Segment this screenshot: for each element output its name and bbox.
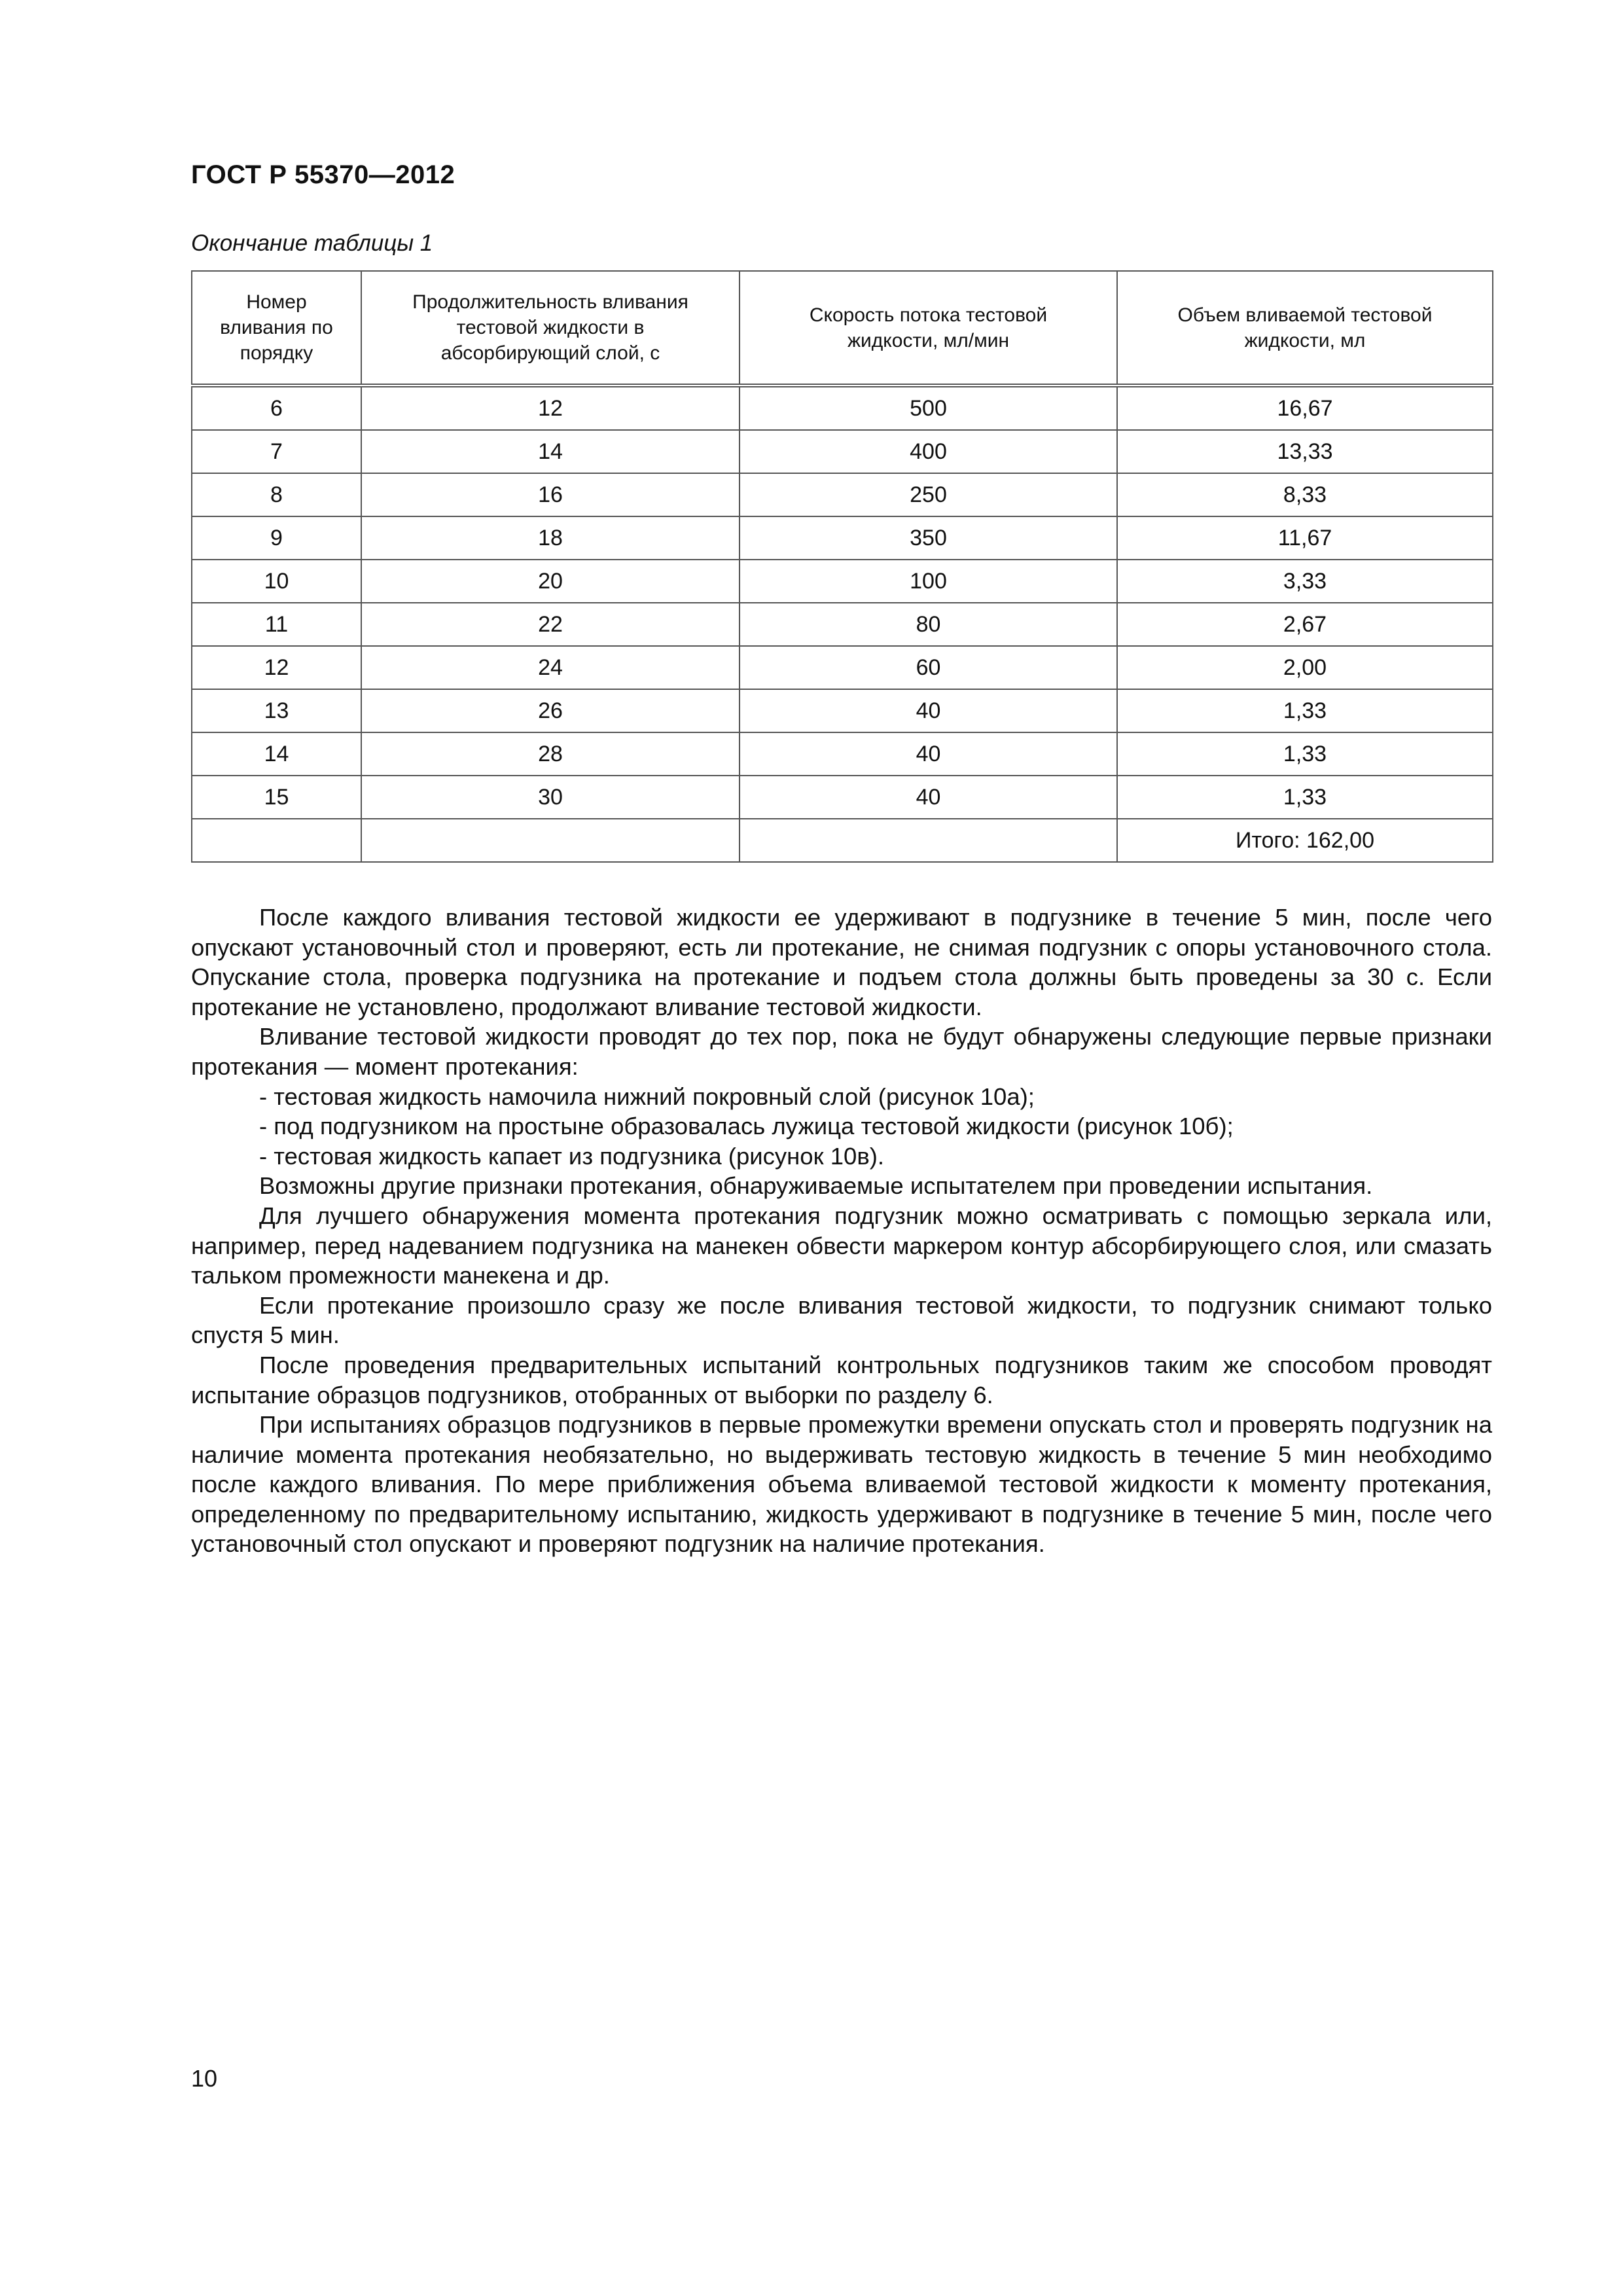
table-cell: 11 <box>192 603 361 646</box>
table-cell: 28 <box>361 732 740 776</box>
table-cell: 100 <box>740 560 1117 603</box>
table-row <box>192 430 1493 473</box>
paragraph: При испытаниях образцов подгузников в первые промежутки времени опускать стол и проверять подгузник на наличие момента протекания необязательно, но выдерживать тестовую жидкость в течение 5 мин необходимо после каждого вливания. По мере приближения объема вливаемой тестовой жидкости к моменту протекания, определенному по предварительному испытанию, жидкость удерживают в подгузнике в течение 5 мин, после чего установочный стол опускают и проверяют подгузник на наличие протекания. <box>191 1411 1492 1558</box>
table-row <box>192 386 1493 430</box>
table-row <box>192 819 1493 862</box>
table-cell: 1,33 <box>1117 689 1493 732</box>
table-cell: 2,67 <box>1117 603 1493 646</box>
table-cell: 1,33 <box>1117 732 1493 776</box>
table-body <box>192 386 1493 862</box>
table-cell: 40 <box>740 776 1117 819</box>
paragraph: Вливание тестовой жидкости проводят до тех пор, пока не будут обнаружены следующие первые признаки протекания — момент протекания: <box>191 1023 1492 1080</box>
table-cell: 14 <box>361 430 740 473</box>
table-row <box>192 560 1493 603</box>
column-header: Скорость потока тестовой жидкости, мл/мин <box>740 271 1117 386</box>
paragraph: После каждого вливания тестовой жидкости ее удерживают в подгузнике в течение 5 мин, после чего опускают установочный стол и проверяют, есть ли протекание, не снимая подгузник с опоры установочного стола. Опускание стола, проверка подгузника на протекание и подъем стола должны быть проведены за 30 с. Если протекание не установлено, продолжают вливание тестовой жидкости. <box>191 904 1492 1020</box>
table-cell: 350 <box>740 516 1117 560</box>
list-item: - тестовая жидкость намочила нижний покровный слой (рисунок 10а); <box>259 1083 1035 1110</box>
table-cell: 6 <box>192 386 361 430</box>
table-row <box>192 473 1493 516</box>
table-cell: 18 <box>361 516 740 560</box>
table-row <box>192 646 1493 689</box>
list-item: - тестовая жидкость капает из подгузника (рисунок 10в). <box>259 1142 885 1170</box>
table-cell: 250 <box>740 473 1117 516</box>
table-cell: 12 <box>192 646 361 689</box>
table-cell: 10 <box>192 560 361 603</box>
table-cell: 1,33 <box>1117 776 1493 819</box>
table-cell: 30 <box>361 776 740 819</box>
table-row <box>192 603 1493 646</box>
page-number: 10 <box>191 2065 218 2092</box>
table-cell: 8,33 <box>1117 473 1493 516</box>
table-cell <box>361 819 740 862</box>
paragraph: Для лучшего обнаружения момента протекания подгузник можно осматривать с помощью зеркала или, например, перед надеванием подгузника на манекен обвести маркером контур абсорбирующего слоя, или смазать тальком промежности манекена и др. <box>191 1202 1492 1289</box>
table-cell: 16 <box>361 473 740 516</box>
paragraph: После проведения предварительных испытаний контрольных подгузников таким же способом проводят испытание образцов подгузников, отобранных от выборки по разделу 6. <box>191 1351 1492 1408</box>
table-cell: 40 <box>740 689 1117 732</box>
table-cell: 15 <box>192 776 361 819</box>
data-table <box>191 270 1493 863</box>
table-cell: 400 <box>740 430 1117 473</box>
table-caption: Окончание таблицы 1 <box>191 230 433 256</box>
table-cell: Итого: 162,00 <box>1117 819 1493 862</box>
table-cell: 13 <box>192 689 361 732</box>
table-cell: 14 <box>192 732 361 776</box>
list-item: - под подгузником на простыне образовалась лужица тестовой жидкости (рисунок 10б); <box>259 1113 1234 1140</box>
table-cell: 40 <box>740 732 1117 776</box>
column-header: Номер вливания по порядку <box>192 271 361 386</box>
table-cell: 13,33 <box>1117 430 1493 473</box>
table-row <box>192 516 1493 560</box>
table-cell: 24 <box>361 646 740 689</box>
table-cell: 11,67 <box>1117 516 1493 560</box>
table-row <box>192 689 1493 732</box>
table-cell: 20 <box>361 560 740 603</box>
table-cell: 16,67 <box>1117 386 1493 430</box>
table-cell <box>740 819 1117 862</box>
table-row <box>192 776 1493 819</box>
column-header: Продолжительность вливания тестовой жидкости в абсорбирующий слой, с <box>361 271 740 386</box>
paragraph: Возможны другие признаки протекания, обнаруживаемые испытателем при проведении испытания. <box>259 1172 1373 1200</box>
table-cell: 2,00 <box>1117 646 1493 689</box>
paragraph: Если протекание произошло сразу же после вливания тестовой жидкости, то подгузник снимают только спустя 5 мин. <box>191 1291 1492 1349</box>
table-cell: 26 <box>361 689 740 732</box>
table-cell: 500 <box>740 386 1117 430</box>
body-text <box>191 903 1492 1559</box>
table-cell: 8 <box>192 473 361 516</box>
table-cell: 7 <box>192 430 361 473</box>
table-cell: 22 <box>361 603 740 646</box>
table-header-row <box>192 271 1493 386</box>
document-code: ГОСТ Р 55370—2012 <box>191 160 455 189</box>
table-cell: 3,33 <box>1117 560 1493 603</box>
column-header: Объем вливаемой тестовой жидкости, мл <box>1117 271 1493 386</box>
table-cell: 12 <box>361 386 740 430</box>
table-row <box>192 732 1493 776</box>
table-cell: 60 <box>740 646 1117 689</box>
table-cell: 80 <box>740 603 1117 646</box>
table-cell <box>192 819 361 862</box>
table-cell: 9 <box>192 516 361 560</box>
